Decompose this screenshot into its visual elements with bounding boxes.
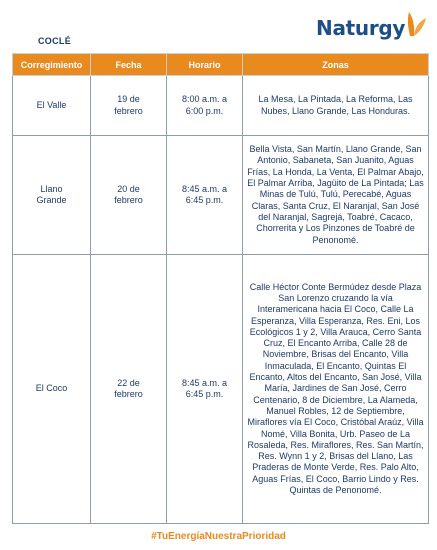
cell-horario: 8:45 a.m. a 6:45 p.m. bbox=[167, 255, 243, 524]
naturgy-logo bbox=[316, 10, 430, 44]
cell-zonas: La Mesa, La Pintada, La Reforma, Las Nubes, Llano Grande, Las Honduras. bbox=[243, 76, 429, 136]
table-row bbox=[13, 255, 429, 524]
cell-horario: 8:00 a.m. a 6:00 p.m. bbox=[167, 76, 243, 136]
cell-fecha: 22 de febrero bbox=[91, 255, 167, 524]
header-corregimiento: Corregimiento bbox=[13, 54, 91, 76]
cell-fecha: 19 de febrero bbox=[91, 76, 167, 136]
cell-corregimiento: El Valle bbox=[13, 76, 91, 136]
logo-text: Naturgy bbox=[316, 16, 406, 40]
header-horario: Horario bbox=[167, 54, 243, 76]
table-row bbox=[13, 76, 429, 136]
region-title: COCLÉ bbox=[38, 36, 71, 46]
schedule-table bbox=[12, 53, 429, 524]
table-header-row bbox=[13, 54, 429, 76]
naturgy-butterfly-icon bbox=[406, 10, 428, 38]
header-fecha: Fecha bbox=[91, 54, 167, 76]
cell-zonas: Bella Vista, San Martín, Llano Grande, San Antonio, Sabaneta, San Juanito, Aguas Frías, La Honda, La Venta, El Palmar Abajo, El Palmar Arriba, Jagüito de La Pintada; Las Minas de Tulú, Tulú, Perecabé, Aguas Claras, Santa Cruz, El Naranjal, San José del Naranjal, Sagrejá, Toabré, Cacaco, Chorrerita y Los Pinzones de Toabré de Penonomé. bbox=[243, 136, 429, 255]
cell-corregimiento: Llano Grande bbox=[13, 136, 91, 255]
hashtag: #TuEnergíaNuestraPrioridad bbox=[151, 531, 286, 542]
cell-corregimiento: El Coco bbox=[13, 255, 91, 524]
cell-zonas: Calle Héctor Conte Bermúdez desde Plaza San Lorenzo cruzando la vía Interamericana hacia El Coco, Calle La Esperanza, Villa Esperanza, Res. Eni, Los Ecológicos 1 y 2, Villa Arauca, Cerro Santa Cruz, El Encanto Arriba, Calle 28 de Noviembre, Brisas del Encanto, Villa Inmaculada, El Encanto, Quintas El Encanto, Altos del Encanto, San José, Villa María, Jardines de San José, Cerro Centenario, 8 de Diciembre, La Alameda, Manuel Robles, 12 de Septiembre, Miraflores vía El Coco, Cristóbal Araúz, Villa Nomé, Villa Bonita, Urb. Paseo de La Rosaleda, Res. Miraflores, Res. San Martín, Res. Wynn 1 y 2, Brisas del Llano, Las Praderas de Monte Verde, Res. Palo Alto, Aguas Frías, El Coco, Barrio Lindo y Res. Quintas de Penonomé. bbox=[243, 255, 429, 524]
header-zonas: Zonas bbox=[243, 54, 429, 76]
table-row bbox=[13, 136, 429, 255]
cell-horario: 8:45 a.m. a 6:45 p.m. bbox=[167, 136, 243, 255]
cell-fecha: 20 de febrero bbox=[91, 136, 167, 255]
